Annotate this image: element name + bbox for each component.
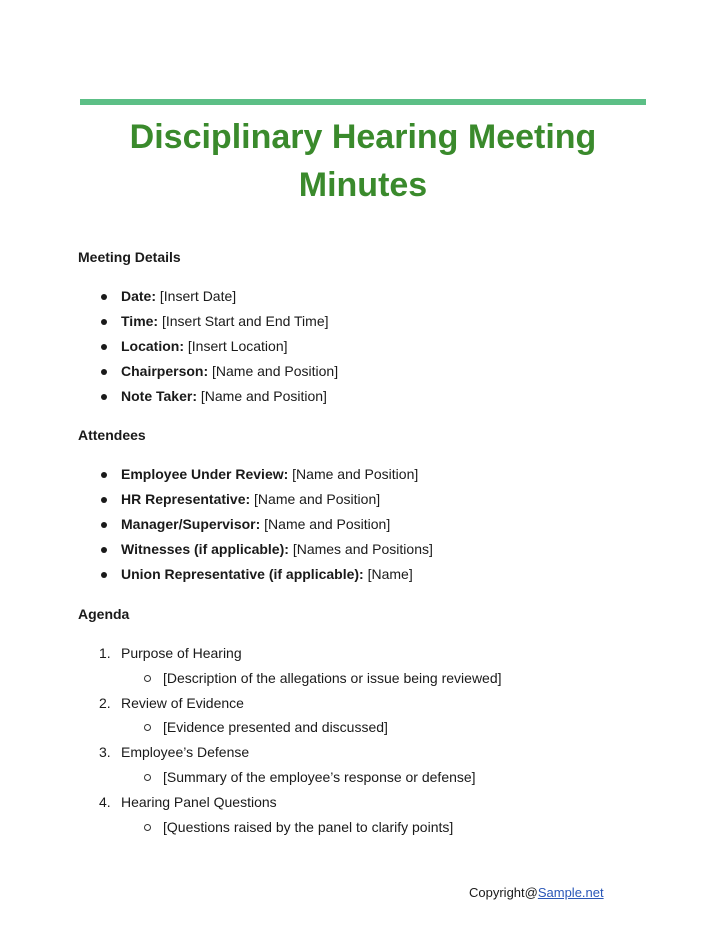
bullet-icon (101, 547, 107, 553)
document-title: Disciplinary Hearing Meeting Minutes (129, 118, 597, 204)
item-label: Chairperson: (121, 363, 209, 379)
section-heading-meeting-details: Meeting Details (78, 249, 181, 265)
item-label: Manager/Supervisor: (121, 516, 261, 532)
item-label: Note Taker: (121, 388, 197, 404)
agenda-number: 4. (99, 794, 111, 810)
item-label: Time: (121, 313, 159, 329)
agenda-number: 2. (99, 695, 111, 711)
bullet-icon (101, 294, 107, 300)
item-label: Employee Under Review: (121, 466, 289, 482)
item-value: [Name and Position] (292, 466, 419, 482)
bullet-icon (101, 319, 107, 325)
item-label: Union Representative (if applicable): (121, 566, 364, 582)
copyright-text: Copyright@ (469, 885, 538, 900)
item-value: [Name and Position] (200, 388, 327, 404)
sample-net-link[interactable]: Sample.net (537, 885, 604, 900)
agenda-detail-text: [Evidence presented and discussed] (163, 719, 388, 735)
bullet-icon (101, 522, 107, 528)
item-value: [Name and Position] (212, 363, 339, 379)
item-value: [Names and Positions] (292, 541, 433, 557)
circle-bullet-icon (144, 774, 151, 781)
agenda-title: Employee’s Defense (121, 744, 250, 760)
item-label: HR Representative: (121, 491, 251, 507)
item-label: Date: (121, 288, 157, 304)
item-label: Location: (121, 338, 184, 354)
footer-copyright (469, 885, 604, 900)
item-value: [Insert Start and End Time] (161, 313, 329, 329)
bullet-icon (101, 572, 107, 578)
section-heading-agenda: Agenda (78, 606, 130, 622)
item-label: Witnesses (if applicable): (121, 541, 289, 557)
header-rule (80, 99, 646, 105)
item-value: [Name and Position] (254, 491, 381, 507)
circle-bullet-icon (144, 824, 151, 831)
bullet-icon (101, 369, 107, 375)
agenda-title: Review of Evidence (121, 695, 244, 711)
bullet-icon (101, 497, 107, 503)
item-value: [Name and Position] (264, 516, 391, 532)
circle-bullet-icon (144, 675, 151, 682)
agenda-number: 1. (99, 645, 111, 661)
agenda-title: Purpose of Hearing (121, 645, 242, 661)
bullet-icon (101, 344, 107, 350)
circle-bullet-icon (144, 724, 151, 731)
agenda-title: Hearing Panel Questions (121, 794, 277, 810)
agenda-number: 3. (99, 744, 111, 760)
item-value: [Insert Date] (159, 288, 237, 304)
agenda-detail-text: [Description of the allegations or issue being reviewed] (163, 670, 502, 686)
item-value: [Name] (367, 566, 413, 582)
bullet-icon (101, 394, 107, 400)
agenda-detail-text: [Questions raised by the panel to clarify points] (163, 819, 454, 835)
bullet-icon (101, 472, 107, 478)
item-value: [Insert Location] (187, 338, 288, 354)
agenda-detail-text: [Summary of the employee’s response or defense] (163, 769, 476, 785)
section-heading-attendees: Attendees (78, 427, 146, 443)
